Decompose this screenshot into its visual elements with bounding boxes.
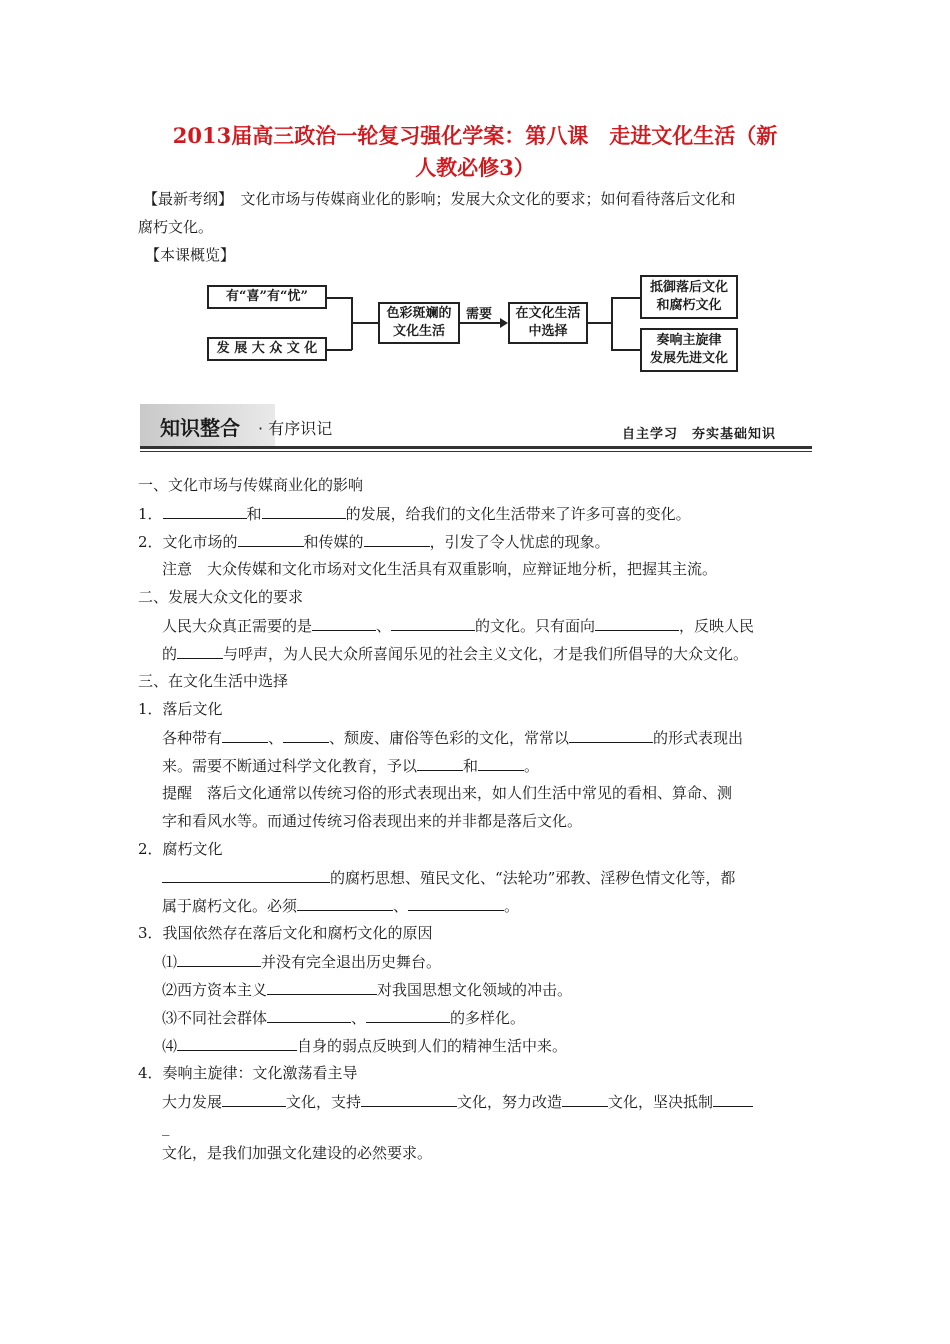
fill-blank[interactable] xyxy=(177,1035,297,1051)
fill-blank[interactable] xyxy=(267,979,377,995)
diagram-box-colorful-cultural-life: 色彩斑斓的 文化生活 xyxy=(378,302,460,344)
fill-blank[interactable] xyxy=(562,1091,608,1107)
fill-blank[interactable] xyxy=(222,727,268,743)
s3-4-line-2: _ xyxy=(162,1118,170,1136)
fill-blank[interactable] xyxy=(177,643,223,659)
s3-2-title: 2．腐朽文化 xyxy=(138,840,223,858)
arrow-head xyxy=(500,318,508,328)
s1-item-2: 2．文化市场的 和传媒的 ，引发了令人忧虑的现象。 xyxy=(138,533,610,551)
s1-note: 注意 大众传媒和文化市场对文化生活具有双重影响，应辩证地分析，把握其主流。 xyxy=(162,560,718,578)
s3-2-line-2: 属于腐朽文化。必须 、 。 xyxy=(162,897,520,915)
fill-blank[interactable] xyxy=(283,727,329,743)
connector-line xyxy=(611,349,640,351)
outline-line-2 xyxy=(138,217,213,237)
outline-label: 【最新考纲】 xyxy=(143,190,226,208)
s1-item-1: 1． 和 的发展，给我们的文化生活带来了许多可喜的变化。 xyxy=(138,505,691,523)
s3-4-title: 4．奏响主旋律：文化激荡看主导 xyxy=(138,1064,358,1082)
overview-label: 【本课概览】 xyxy=(145,246,236,264)
connector-line xyxy=(327,297,352,299)
s3-1-line-2: 来。需要不断通过科学文化教育，予以 和 。 xyxy=(162,757,540,775)
s3-1-line-1: 各种带有 、 、颓废、庸俗等色彩的文化，常常以 的形式表现出 xyxy=(162,729,744,747)
banner-title: 知识整合 xyxy=(160,416,240,440)
fill-blank[interactable] xyxy=(569,727,653,743)
s3-3-item-2: ⑵西方资本主义 对我国思想文化领域的冲击。 xyxy=(162,981,573,999)
section-1-heading: 一、文化市场与传媒商业化的影响 xyxy=(138,476,364,494)
diagram-box-main-melody: 奏响主旋律 发展先进文化 xyxy=(640,328,738,372)
fill-blank[interactable] xyxy=(478,755,524,771)
connector-line xyxy=(611,297,640,299)
connector-line xyxy=(351,322,378,324)
s2-line-1: 人民大众真正需要的是 、 的文化。只有面向 ，反映人民 xyxy=(162,617,755,635)
banner-subtitle: · 有序识记 xyxy=(258,419,333,438)
document-title xyxy=(130,120,820,152)
fill-blank[interactable] xyxy=(408,895,504,911)
fill-blank[interactable] xyxy=(222,1091,286,1107)
title-line-2: 人教必修3） xyxy=(415,155,535,180)
fill-blank[interactable] xyxy=(364,531,430,547)
fill-blank[interactable] xyxy=(595,615,679,631)
banner-rule xyxy=(140,446,812,449)
connector-line xyxy=(327,349,352,351)
connector-line xyxy=(351,297,353,350)
banner-rule-thin xyxy=(140,451,812,452)
outline-text-2: 腐朽文化。 xyxy=(138,218,214,236)
fill-blank[interactable] xyxy=(366,1007,450,1023)
s3-1-tip-2: 字和看风水等。而通过传统习俗表现出来的并非都是落后文化。 xyxy=(162,812,583,830)
diagram-box-develop-mass-culture: 发 展 大 众 文 化 xyxy=(207,337,327,361)
s3-4-line-1: 大力发展 文化，支持 文化，努力改造 文化，坚决抵制 xyxy=(162,1091,753,1112)
s2-line-2: 的 与呼声，为人民大众所喜闻乐见的社会主义文化，才是我们所倡导的大众文化。 xyxy=(162,645,749,663)
fill-blank[interactable] xyxy=(391,615,475,631)
fill-blank[interactable] xyxy=(267,1007,351,1023)
banner-right-text: 自主学习 夯实基础知识 xyxy=(622,427,777,442)
fill-blank[interactable] xyxy=(177,951,261,967)
fill-blank[interactable] xyxy=(713,1091,753,1107)
title-line-1: 2013届高三政治一轮复习强化学案：第八课 走进文化生活（新 xyxy=(172,123,778,148)
document-title-cont xyxy=(130,152,820,184)
s3-4-line-3: 文化，是我们加强文化建设的必然要求。 xyxy=(162,1144,433,1162)
s3-3-title: 3．我国依然存在落后文化和腐朽文化的原因 xyxy=(138,924,433,942)
diagram-box-joy-worry: 有“喜”有“忧” xyxy=(207,285,327,309)
connector-line xyxy=(611,297,613,350)
fill-blank[interactable] xyxy=(417,755,463,771)
diagram-box-resist-backward-culture: 抵御落后文化 和腐朽文化 xyxy=(640,275,738,319)
fill-blank[interactable] xyxy=(238,531,304,547)
fill-blank[interactable] xyxy=(163,503,247,519)
s3-3-item-1: ⑴ 并没有完全退出历史舞台。 xyxy=(162,953,442,971)
s3-1-title: 1．落后文化 xyxy=(138,700,223,718)
s3-3-item-4: ⑷ 自身的弱点反映到人们的精神生活中来。 xyxy=(162,1037,568,1055)
outline-line-1 xyxy=(143,189,736,209)
s3-2-line-1: 的腐朽思想、殖民文化、“法轮功”邪教、淫秽色情文化等，都 xyxy=(162,867,735,888)
arrow-label: 需要 xyxy=(466,307,493,322)
fill-blank[interactable] xyxy=(262,503,346,519)
fill-blank[interactable] xyxy=(361,1091,457,1107)
fill-blank[interactable] xyxy=(312,615,376,631)
section-3-heading: 三、在文化生活中选择 xyxy=(138,672,289,690)
connector-line xyxy=(588,322,612,324)
s3-1-tip-1: 提醒 落后文化通常以传统习俗的形式表现出来，如人们生活中常见的看相、算命、测 xyxy=(162,784,733,802)
s3-3-item-3: ⑶不同社会群体 、 的多样化。 xyxy=(162,1009,526,1027)
diagram-box-choose-in-cultural-life: 在文化生活 中选择 xyxy=(508,302,588,344)
outline-text-1: 文化市场与传媒商业化的影响；发展大众文化的要求；如何看待落后文化和 xyxy=(225,190,736,208)
fill-blank[interactable] xyxy=(162,867,330,883)
fill-blank[interactable] xyxy=(297,895,393,911)
section-2-heading: 二、发展大众文化的要求 xyxy=(138,588,304,606)
